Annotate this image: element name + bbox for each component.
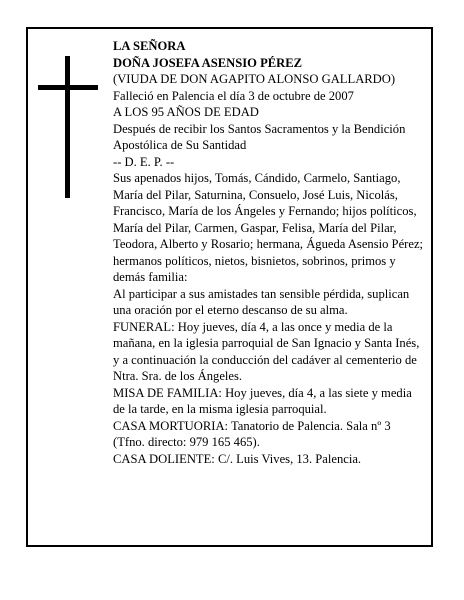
obituary-text [113,38,425,467]
cross-horizontal-bar [38,85,98,90]
widow-of-line: (VIUDA DE DON AGAPITO ALONSO GALLARDO) [113,72,396,86]
notice-title: LA SEÑORA [113,39,186,53]
age-line: A LOS 95 AÑOS DE EDAD [113,105,259,119]
family-mass-paragraph: MISA DE FAMILIA: Hoy jueves, día 4, a las siete y media de la tarde, en la misma iglesia parroquial. [113,385,412,416]
funeral-paragraph: FUNERAL: Hoy jueves, día 4, a las once y media de la mañana, en la iglesia parroquial de San Ignacio y Santa Inés, y a continuación la conducción del cadáver al cementerio de Ntra. Sra. de los Ángeles. [113,319,420,383]
mourning-house-paragraph: CASA DOLIENTE: C/. Luis Vives, 13. Palencia. [113,451,362,466]
family-paragraph: Sus apenados hijos, Tomás, Cándido, Carmelo, Santiago, María del Pilar, Saturnina, Consuelo, José Luis, Nicolás, Francisco, María de los Ángeles y Fernando; hijos políticos, María del Pilar, Carmen, Gaspar, Felisa, María del Pilar, Teodora, Alberto y Rosario; hermana, Águeda Asensio Pérez; hermanos políticos, nietos, bisnietos, sobrinos, primos y demás familia: [113,171,424,284]
cross-vertical-bar [65,56,70,198]
rip-line: -- D. E. P. -- [113,154,175,169]
sacraments-paragraph: Después de recibir los Santos Sacramentos y la Bendición Apostólica de Su Santidad [113,121,406,152]
funeral-home-paragraph: CASA MORTUORIA: Tanatorio de Palencia. Sala nº 3 (Tfno. directo: 979 165 465). [113,418,391,449]
death-line: Falleció en Palencia el día 3 de octubre de 2007 [113,88,354,103]
prayer-request-paragraph: Al participar a sus amistades tan sensible pérdida, suplican una oración por el eterno descanso de su alma. [113,286,410,317]
cross-icon [38,56,98,198]
deceased-name: DOÑA JOSEFA ASENSIO PÉREZ [113,55,303,70]
